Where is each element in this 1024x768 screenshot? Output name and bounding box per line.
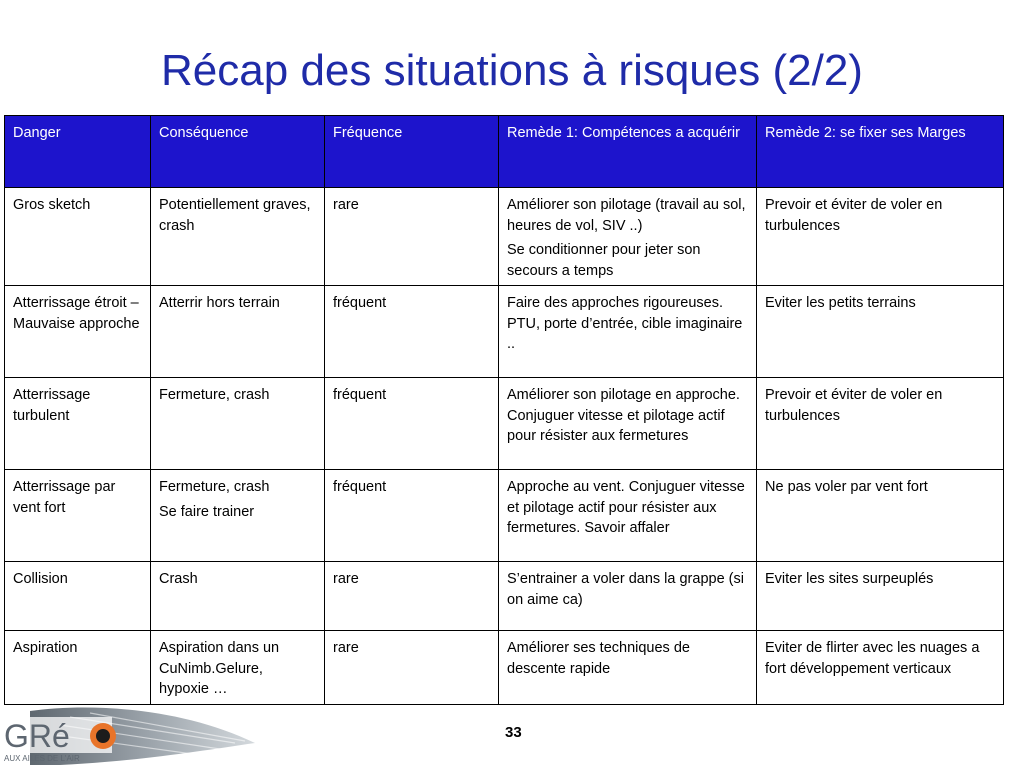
cell-text: Aspiration dans un CuNimb.Gelure, hypoxie … (159, 640, 280, 697)
cell-danger: Atterrissage turbulent (5, 378, 151, 470)
cell-frequence: rare (325, 631, 499, 705)
table-row (5, 286, 1004, 378)
cell-remede-2: Prevoir et éviter de voler en turbulences (757, 188, 1004, 286)
cell-consequence (151, 562, 325, 631)
cell-frequence: fréquent (325, 470, 499, 562)
cell-text: Atterrir hors terrain (159, 295, 280, 311)
cell-text: Améliorer son pilotage en approche. Conjuguer vitesse et pilotage actif pour résister aux fermetures (507, 387, 740, 444)
cell-consequence (151, 470, 325, 562)
table-row (5, 188, 1004, 286)
risk-table (4, 115, 1004, 705)
table-header-row (5, 116, 1004, 188)
cell-danger: Gros sketch (5, 188, 151, 286)
cell-text: Se conditionner pour jeter son secours a temps (507, 242, 701, 279)
cell-frequence: rare (325, 188, 499, 286)
logo-subtext: AUX AILES DE L'AIR (4, 754, 80, 763)
cell-text: Crash (159, 571, 198, 587)
grea-logo (0, 703, 260, 768)
header-consequence: Conséquence (151, 116, 325, 188)
cell-remede-1 (499, 286, 757, 378)
cell-text: Potentiellement graves, crash (159, 197, 311, 234)
cell-text: Se faire trainer (159, 503, 255, 520)
cell-remede-2: Eviter les sites surpeuplés (757, 562, 1004, 631)
cell-remede-1 (499, 470, 757, 562)
cell-remede-2: Eviter de flirter avec les nuages a fort développement verticaux (757, 631, 1004, 705)
table-row (5, 378, 1004, 470)
cell-remede-1 (499, 562, 757, 631)
cell-text: Fermeture, crash (159, 479, 270, 495)
cell-remede-2: Ne pas voler par vent fort (757, 470, 1004, 562)
cell-remede-1 (499, 631, 757, 705)
page-number: 33 (505, 724, 522, 741)
cell-text: Fermeture, crash (159, 387, 270, 403)
cell-remede-1 (499, 188, 757, 286)
table-row (5, 631, 1004, 705)
table-row (5, 562, 1004, 631)
header-remede-1: Remède 1: Compétences a acquérir (499, 116, 757, 188)
cell-danger: Collision (5, 562, 151, 631)
cell-consequence (151, 631, 325, 705)
cell-frequence: rare (325, 562, 499, 631)
cell-text: Faire des approches rigoureuses. PTU, porte d’entrée, cible imaginaire .. (507, 295, 743, 352)
table-row (5, 470, 1004, 562)
cell-consequence (151, 188, 325, 286)
cell-remede-1 (499, 378, 757, 470)
cell-text: Améliorer ses techniques de descente rapide (507, 640, 690, 677)
header-frequence: Fréquence (325, 116, 499, 188)
cell-danger: Aspiration (5, 631, 151, 705)
slide-title: Récap des situations à risques (2/2) (161, 46, 863, 95)
cell-text: Approche au vent. Conjuguer vitesse et pilotage actif pour résister aux fermetures. Savoir affaler (507, 479, 745, 536)
cell-consequence (151, 286, 325, 378)
header-remede-2: Remède 2: se fixer ses Marges (757, 116, 1004, 188)
cell-text: S’entrainer a voler dans la grappe (si on aime ca) (507, 571, 744, 608)
cell-consequence (151, 378, 325, 470)
cell-frequence: fréquent (325, 378, 499, 470)
logo-text: GRé (4, 718, 70, 754)
cell-remede-2: Prevoir et éviter de voler en turbulences (757, 378, 1004, 470)
cell-danger: Atterrissage par vent fort (5, 470, 151, 562)
cell-frequence: fréquent (325, 286, 499, 378)
cell-text: Améliorer son pilotage (travail au sol, heures de vol, SIV ..) (507, 197, 746, 234)
cell-danger: Atterrissage étroit – Mauvaise approche (5, 286, 151, 378)
header-danger: Danger (5, 116, 151, 188)
cell-remede-2: Eviter les petits terrains (757, 286, 1004, 378)
